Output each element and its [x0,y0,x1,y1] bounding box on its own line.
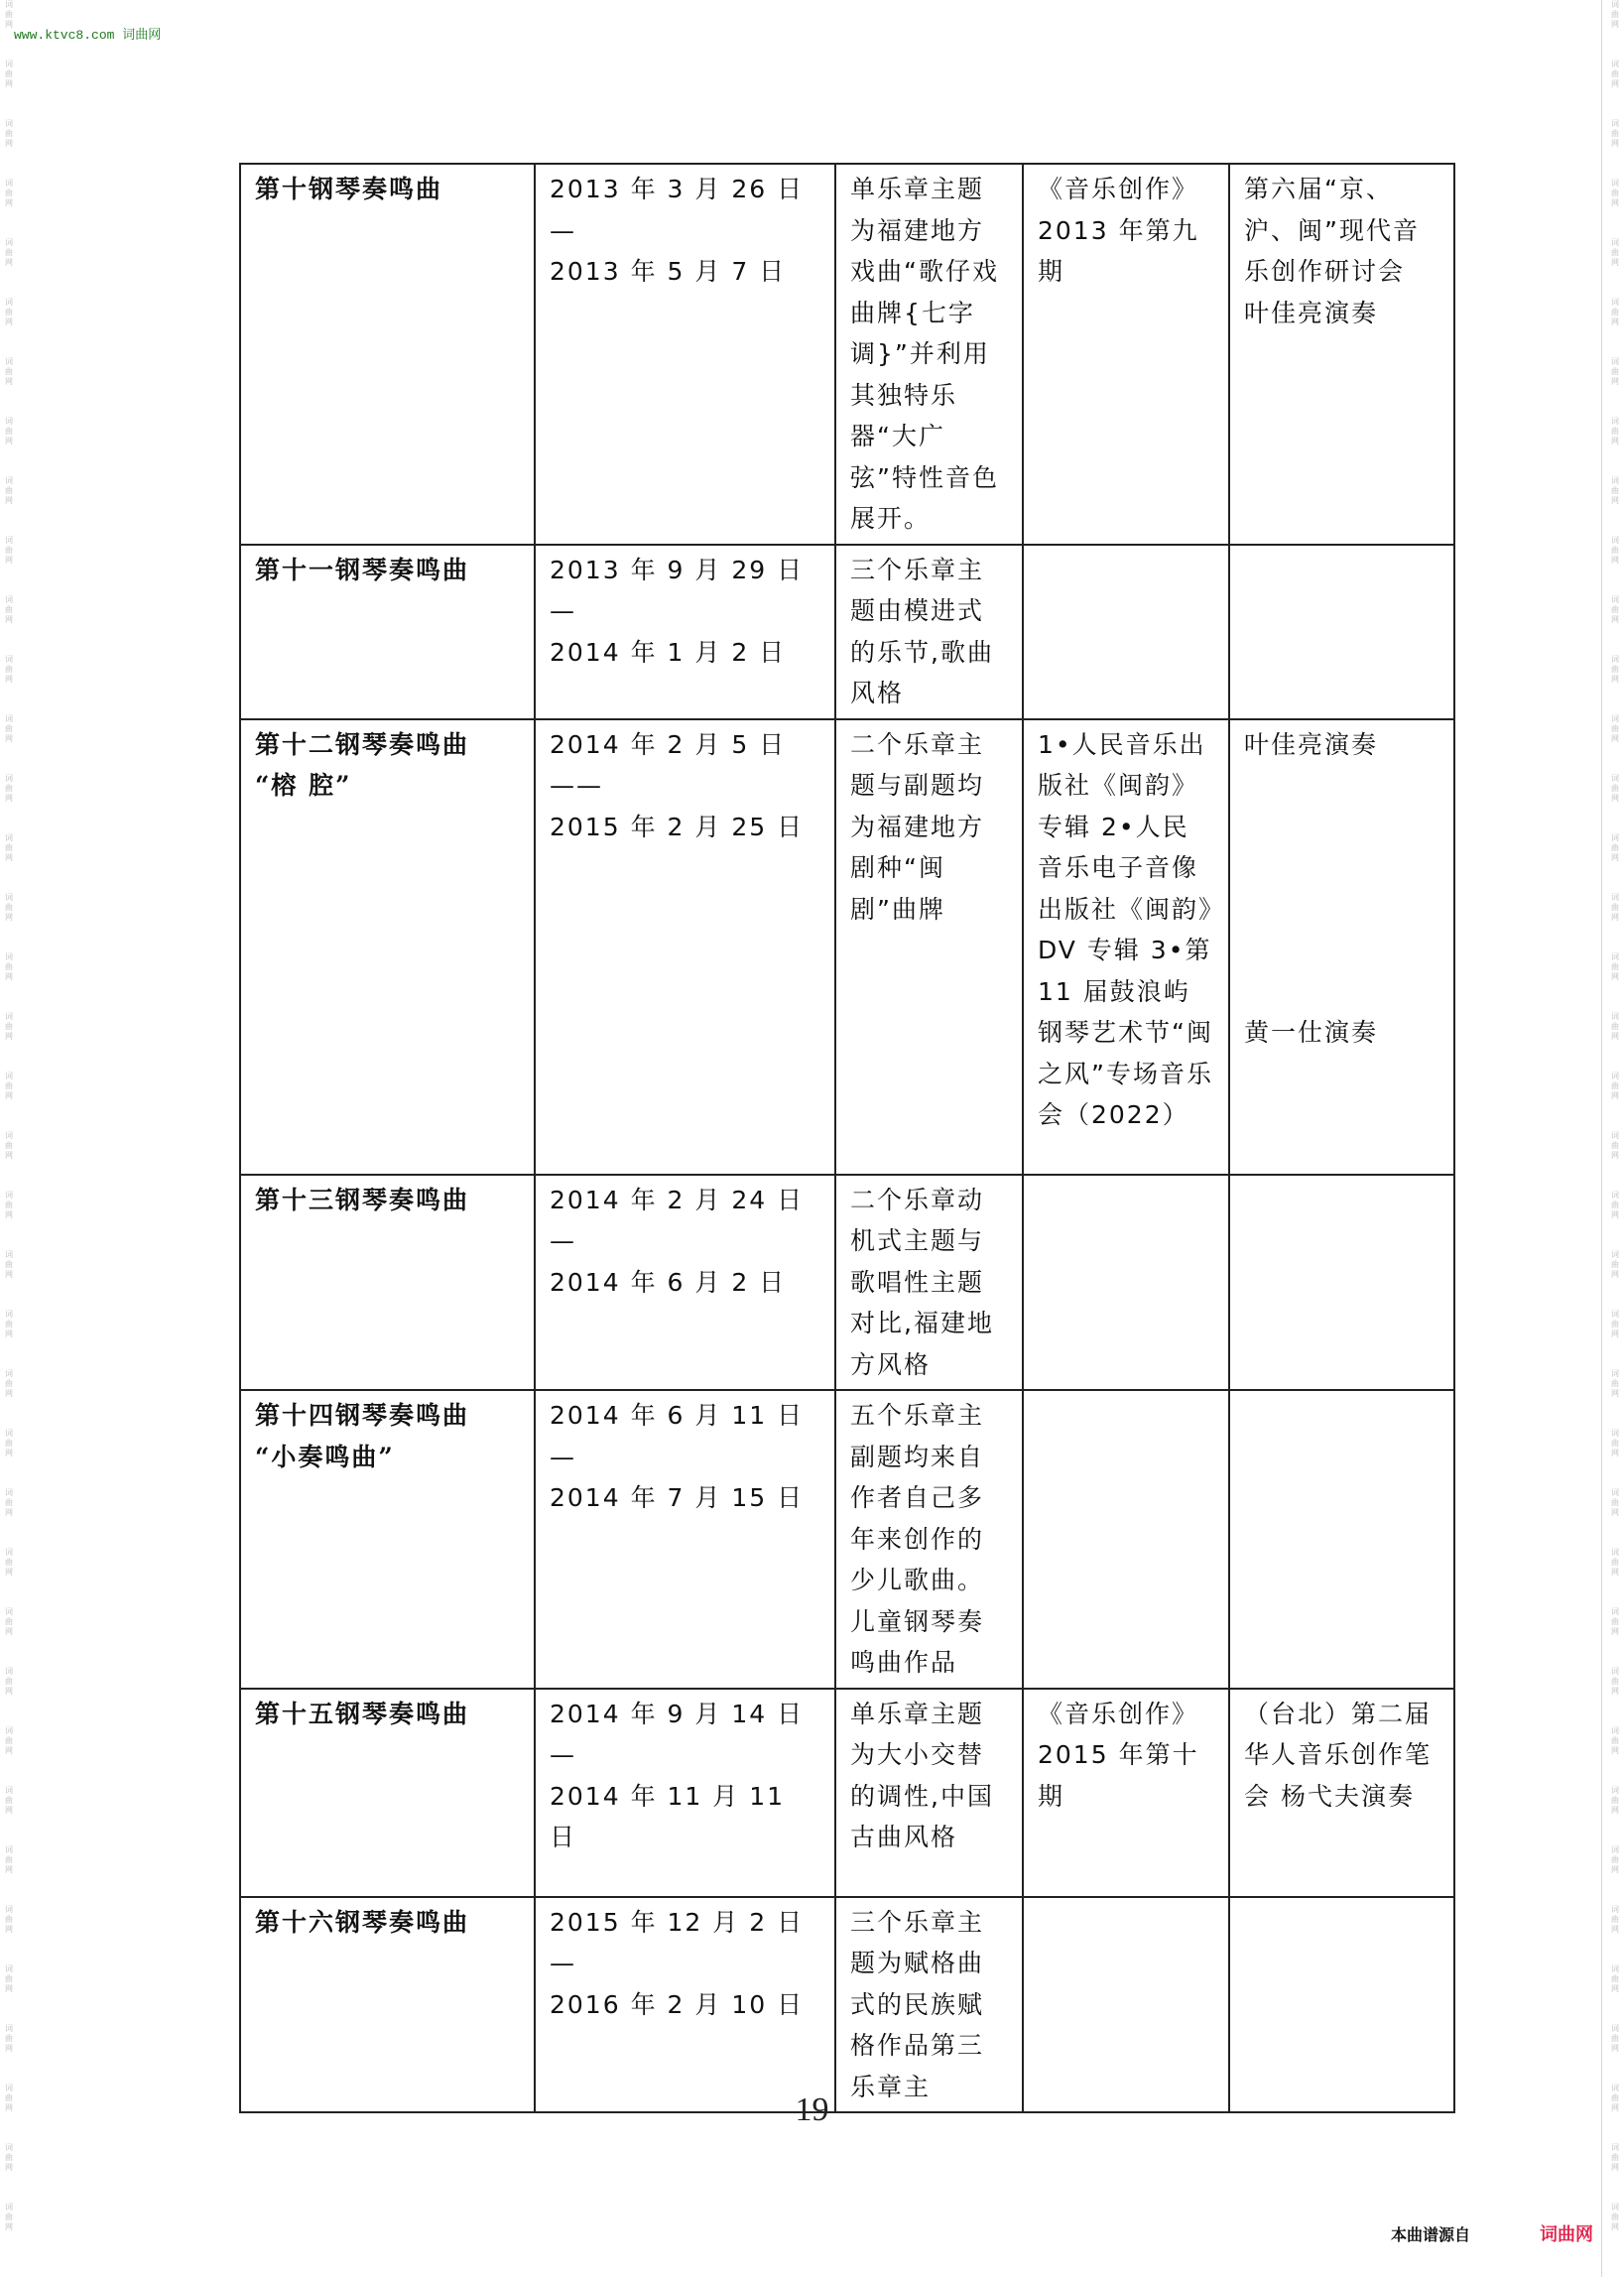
work-title: 第十二钢琴奏鸣曲 [255,729,470,759]
description-cell: 三个乐章主题由模进式的乐节,歌曲风格 [835,545,1023,719]
watermark-mark: 词曲网 [5,1548,13,1577]
work-title-cell [240,164,535,545]
work-title-cell [240,1390,535,1689]
date-cell [535,545,835,719]
work-title: 第十钢琴奏鸣曲 [255,175,443,203]
performance-cell: （台北）第二届华人音乐创作笔会 杨弋夫演奏 [1229,1689,1454,1897]
work-title-cell [240,1897,535,2113]
work-title: 第十一钢琴奏鸣曲 [255,555,470,584]
watermark-mark: 词曲网 [1611,179,1619,207]
site-header-url[interactable]: www.ktvc8.com 词曲网 [14,28,162,43]
description-cell: 二个乐章主题与副题均为福建地方剧种“闽剧”曲牌 [835,719,1023,1175]
performance-cell [1229,1175,1454,1391]
publication-cell: 《音乐创作》2013 年第九期 [1023,164,1229,545]
date-start: 2014 年 9 月 14 日— [550,1699,805,1769]
date-start: 2014 年 6 月 11 日— [550,1401,805,1471]
watermark-mark: 词曲网 [5,1072,13,1100]
watermark-mark: 词曲网 [5,2203,13,2231]
description-cell: 单乐章主题为福建地方戏曲“歌仔戏曲牌{七字调}”并利用其独特乐器“大广弦”特性音色展开。 [835,164,1023,545]
publication-cell [1023,1175,1229,1391]
watermark-mark: 词曲网 [5,2024,13,2053]
watermark-mark: 词曲网 [1611,238,1619,267]
work-title-cell [240,719,535,1175]
page-number: 19 [795,2091,829,2128]
watermark-mark: 词曲网 [1611,1488,1619,1517]
description-cell: 三个乐章主题为赋格曲式的民族赋格作品第三乐章主 [835,1897,1023,2113]
work-title-cell [240,1689,535,1897]
date-cell [535,164,835,545]
watermark-mark: 词曲网 [1611,1250,1619,1279]
performance-cell [1229,719,1454,1175]
watermark-mark: 词曲网 [5,357,13,386]
watermark-mark: 词曲网 [5,298,13,326]
watermark-mark: 词曲网 [5,417,13,445]
watermark-mark: 词曲网 [5,714,13,743]
date-start: 2013 年 3 月 26 日— [550,175,805,245]
watermark-mark: 词曲网 [1611,1012,1619,1041]
performer: 叶佳亮演奏 [1244,729,1379,759]
watermark-mark: 词曲网 [5,893,13,922]
watermark-mark: 词曲网 [1611,1667,1619,1696]
watermark-mark: 词曲网 [1611,417,1619,445]
watermark-mark: 词曲网 [5,1964,13,1993]
publication-cell: 1•人民音乐出版社《闽韵》专辑 2•人民音乐电子音像出版社《闽韵》DV 专辑 3•第 11 届鼓浪屿钢琴艺术节“闽之风”专场音乐会（2022） [1023,719,1229,1175]
date-start: 2015 年 12 月 2 日— [550,1907,805,1977]
watermark-mark: 词曲网 [1611,298,1619,326]
date-end: 2013 年 5 月 7 日 [550,257,787,286]
table-row [240,719,1454,1175]
date-start: 2013 年 9 月 29 日— [550,555,805,625]
table-row [240,164,1454,545]
publication-cell: 《音乐创作》2015 年第十期 [1023,1689,1229,1897]
right-watermark-strip [1608,0,1622,2277]
performance-cell [1229,1897,1454,2113]
watermark-mark: 词曲网 [1611,595,1619,624]
watermark-mark: 词曲网 [1611,774,1619,803]
date-end: 2014 年 6 月 2 日 [550,1267,787,1297]
publication-cell [1023,1390,1229,1689]
watermark-mark: 词曲网 [5,2084,13,2112]
description-cell: 二个乐章动机式主题与歌唱性主题对比,福建地方风格 [835,1175,1023,1391]
watermark-mark: 词曲网 [1611,1072,1619,1100]
date-cell [535,1175,835,1391]
publication-cell [1023,545,1229,719]
date-end: 2016 年 2 月 10 日 [550,1989,805,2019]
date-end: 2014 年 11 月 11 日 [550,1781,786,1851]
table-row [240,545,1454,719]
date-cell [535,719,835,1175]
table-row [240,1689,1454,1897]
date-end: 2014 年 7 月 15 日 [550,1483,805,1512]
watermark-mark: 词曲网 [5,595,13,624]
performance-cell [1229,545,1454,719]
watermark-mark: 词曲网 [5,1786,13,1815]
watermark-mark: 词曲网 [5,1191,13,1219]
watermark-mark: 词曲网 [5,1845,13,1874]
watermark-mark: 词曲网 [1611,1191,1619,1219]
watermark-mark: 词曲网 [1611,1726,1619,1755]
watermark-mark: 词曲网 [1611,536,1619,565]
watermark-mark: 词曲网 [5,1369,13,1398]
watermark-mark: 词曲网 [1611,893,1619,922]
footer-source-label: 本曲谱源自 [1391,2225,1471,2244]
watermark-mark: 词曲网 [1611,1369,1619,1398]
watermark-mark: 词曲网 [1611,1905,1619,1934]
watermark-mark: 词曲网 [5,2143,13,2172]
watermark-mark: 词曲网 [5,774,13,803]
watermark-mark: 词曲网 [5,1607,13,1636]
work-title: 第十三钢琴奏鸣曲 [255,1185,470,1214]
watermark-mark: 词曲网 [1611,714,1619,743]
watermark-mark: 词曲网 [1611,1964,1619,1993]
watermark-mark: 词曲网 [5,1667,13,1696]
watermark-mark: 词曲网 [5,179,13,207]
watermark-mark: 词曲网 [5,119,13,148]
watermark-mark: 词曲网 [1611,119,1619,148]
watermark-mark: 词曲网 [1611,2084,1619,2112]
watermark-mark: 词曲网 [5,952,13,981]
watermark-mark: 词曲网 [1611,1845,1619,1874]
work-title-cell [240,545,535,719]
left-watermark-strip [2,0,16,2277]
date-end: 2014 年 1 月 2 日 [550,637,787,667]
watermark-mark: 词曲网 [1611,2143,1619,2172]
table-row [240,1175,1454,1391]
watermark-mark: 词曲网 [5,536,13,565]
watermark-mark: 词曲网 [5,1012,13,1041]
watermark-mark: 词曲网 [1611,2203,1619,2231]
works-table [239,163,1455,2113]
description-cell: 五个乐章主副题均来自作者自己多年来创作的少儿歌曲。儿童钢琴奏鸣曲作品 [835,1390,1023,1689]
watermark-mark: 词曲网 [1611,1131,1619,1160]
watermark-mark: 词曲网 [5,655,13,684]
date-start: 2014 年 2 月 24 日— [550,1185,805,1255]
work-subtitle: “榕 腔” [255,771,352,800]
right-margin-rule [1601,0,1602,2277]
watermark-mark: 词曲网 [1611,1548,1619,1577]
watermark-mark: 词曲网 [1611,1429,1619,1457]
watermark-mark: 词曲网 [1611,833,1619,862]
performer-second: 黄一仕演奏 [1244,1018,1379,1047]
watermark-mark: 词曲网 [5,1250,13,1279]
date-cell [535,1689,835,1897]
work-title: 第十五钢琴奏鸣曲 [255,1699,470,1728]
watermark-mark: 词曲网 [5,833,13,862]
table-row [240,1897,1454,2113]
watermark-mark: 词曲网 [1611,1607,1619,1636]
watermark-mark: 词曲网 [1611,2024,1619,2053]
date-start: 2014 年 2 月 5 日—— [550,729,787,800]
work-title: 第十四钢琴奏鸣曲 [255,1401,470,1430]
performance-cell [1229,1390,1454,1689]
watermark-mark: 词曲网 [1611,476,1619,505]
footer-brand-link[interactable]: 词曲网 [1540,2224,1593,2245]
watermark-mark: 词曲网 [1611,60,1619,88]
watermark-mark: 词曲网 [1611,0,1619,29]
watermark-mark: 词曲网 [1611,655,1619,684]
date-end: 2015 年 2 月 25 日 [550,812,805,841]
description-cell: 单乐章主题为大小交替的调性,中国古曲风格 [835,1689,1023,1897]
watermark-mark: 词曲网 [5,238,13,267]
watermark-mark: 词曲网 [1611,1310,1619,1338]
watermark-mark: 词曲网 [1611,357,1619,386]
table-row [240,1390,1454,1689]
watermark-mark: 词曲网 [5,60,13,88]
watermark-mark: 词曲网 [5,1131,13,1160]
watermark-mark: 词曲网 [5,1429,13,1457]
watermark-mark: 词曲网 [1611,1786,1619,1815]
performance-cell: 第六届“京、沪、闽”现代音乐创作研讨会 叶佳亮演奏 [1229,164,1454,545]
watermark-mark: 词曲网 [5,1726,13,1755]
watermark-mark: 词曲网 [5,1488,13,1517]
watermark-mark: 词曲网 [1611,952,1619,981]
watermark-mark: 词曲网 [5,0,13,29]
work-title-cell [240,1175,535,1391]
watermark-mark: 词曲网 [5,1310,13,1338]
watermark-mark: 词曲网 [5,1905,13,1934]
work-subtitle: “小奏鸣曲” [255,1442,395,1471]
date-cell [535,1390,835,1689]
watermark-mark: 词曲网 [5,476,13,505]
publication-cell [1023,1897,1229,2113]
date-cell [535,1897,835,2113]
work-title: 第十六钢琴奏鸣曲 [255,1907,470,1937]
